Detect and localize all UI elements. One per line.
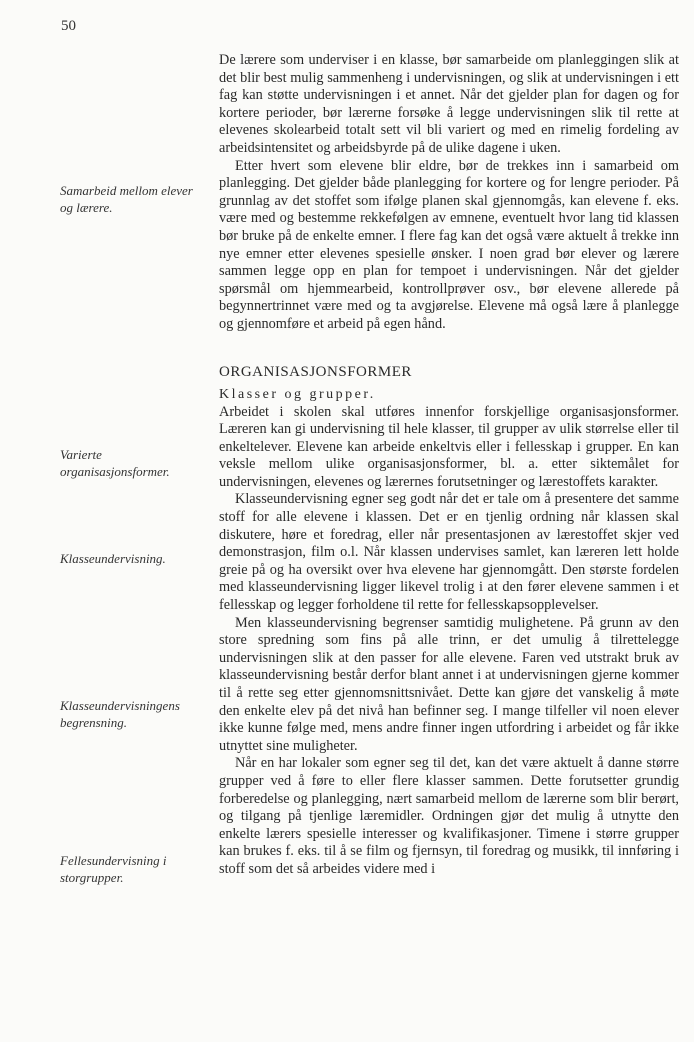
paragraph-organisation: Arbeidet i skolen skal utføres innenfor forskjellige organisasjonsformer. Læreren kan gi undervisning til hele klasser, til grupper av ulik størrelse eller til enkeltelever. Elevene kan arbeide enkeltvis eller i fellesskap i grupper. En kan veksle mellom ulike organisasjonsformer, bl. a. etter siktemålet for undervisningen, elevenes og lærernes forutsetninger og lærestoffets karakter. bbox=[219, 403, 679, 490]
margin-note-begrensning: Klasseundervisningens begrensning. bbox=[60, 698, 180, 730]
margin-note-samarbeid: Samarbeid mellom elever og lærere. bbox=[60, 183, 193, 215]
paragraph-class-teaching: Klasseundervisning egner seg godt når det er tale om å presentere det samme stoff for alle elevene i klassen. Det er en tjenlig ordning når klassen skal diskutere, høre et foredrag, eller når presentasjonen av lærestoffet skjer ved demonstrasjon, film o.l. Når klassen undervises samlet, kan læreren lett holde greie på og ha oversikt over hva elevene har gjennomgått. Den største fordelen med klasseundervisning ligger likevel trolig i at den fører elevene sammen i et fellesskap og legger forholdene til rette for fellesskapsopplevelser. bbox=[219, 491, 679, 614]
paragraph-limitation: Men klasseundervisning begrenser samtidig mulighetene. På grunn av den store spredning som fins på alle trinn, er det umulig å tilrettelegge undervisningen slik at den passer for alle elevene. Faren ved utstrakt bruk av klasseundervisning består derfor blant annet i at undervisningen gjerne kommer til å rette seg etter gjennomsnittsnivået. Dette kan gjøre det vanskelig å møte den enkelte elev på det nivå han befinner seg. I mange tilfeller vil noen elever ikke kunne følge med, mens andre finner ingen utfordring i arbeidet og får ikke utnyttet sine muligheter. bbox=[219, 614, 679, 754]
margin-note-fellesundervisning: Fellesundervisning i storgrupper. bbox=[60, 853, 167, 885]
margin-note-klasseundervisning: Klasseundervisning. bbox=[60, 551, 166, 566]
main-text bbox=[219, 52, 679, 879]
page-number: 50 bbox=[61, 18, 76, 34]
margin-note-varierte: Varierte organisasjonsformer. bbox=[60, 447, 170, 479]
paragraph-cooperation: Etter hvert som elevene blir eldre, bør de trekkes inn i samarbeid om planlegging. Det gjelder både planlegging for kortere og for lengre perioder. På grunnlag av det stoffet som ifølge planen skal gjennomgås, kan elevene f. eks. være med og bestemme rekkefølgen av emnene, eventuelt hvor lang tid klassen bør bruke på de enkelte emner. I flere fag kan det også være aktuelt å trekke inn nye emner etter elevenes spesielle ønsker. I noen grad bør elever og lærere sammen legge opp en plan for tempoet i undervisningen. Når det gjelder spørsmål om hjemmearbeid, kontrollprøver osv., bør elevene allerede på begynnertrinnet være med og ta avgjørelse. Elevene må også lære å planlegge og gjennomføre et arbeid på egen hånd. bbox=[219, 157, 679, 332]
paragraph-planning: De lærere som underviser i en klasse, bør samarbeide om planleggingen slik at det blir best mulig sammenheng i undervisningen, og slik at undervisningen i ett fag kan støtte undervisningen i et annet. Når det gjelder plan for dagen og for kortere perioder, bør lærerne forsøke å legge undervisningen slik til rette at elevenes skolearbeid totalt sett vil bli variert og med en rimelig fordeling av arbeidsintensitet og arbeidsbyrde på de ulike dagene i uken. bbox=[219, 52, 679, 156]
paragraph-large-groups: Når en har lokaler som egner seg til det, kan det være aktuelt å danne større grupper ved å føre to eller flere klasser sammen. Dette forutsetter grundig forberedelse og planlegging, nært samarbeid mellom de lærerne som blir berørt, og tilgang på tjenlige læremidler. Ordningen gjør det mulig å utnytte den enkelte lærers spesielle interesser og kvalifikasjoner. Timene i større grupper kan brukes f. eks. til å se film og fjernsyn, til foredrag og musikk, til innføring i stoff som det så arbeides videre med i bbox=[219, 755, 679, 877]
section-subheading: Klasser og grupper. bbox=[219, 386, 376, 402]
section-heading: ORGANISASJONSFORMER bbox=[219, 363, 412, 380]
